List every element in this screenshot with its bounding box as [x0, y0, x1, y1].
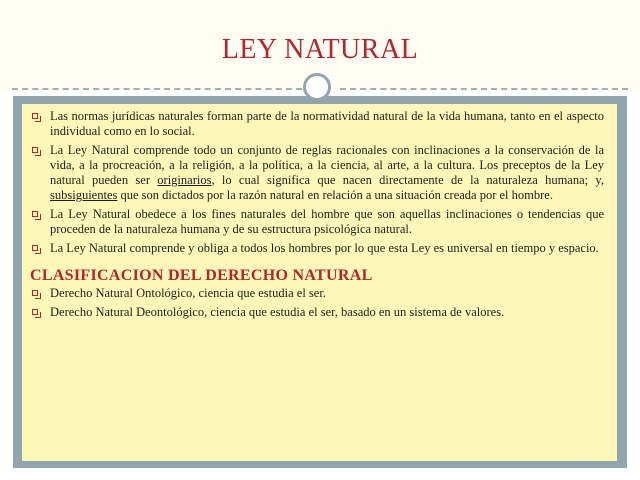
item-text: La Ley Natural comprende y obliga a todos los hombres por lo que esta Ley es universal en tiempo y espacio. [50, 241, 599, 255]
item-text-part: , lo cual significa que nacen directamente de la naturaleza humana; y, [211, 173, 604, 187]
checkbox-bullet-icon [32, 290, 38, 296]
item-text-part: La Ley Natural comprende todo un conjunto de reglas racionales con inclinaciones a la conservación de la vida, a la procreación, a la religión, a la política, a la ciencia, al arte, a la cultura. Los preceptos de la Ley natural pueden ser [50, 143, 604, 187]
clasificacion-list [30, 286, 604, 320]
bottom-margin [0, 468, 640, 480]
checkbox-bullet-icon [32, 113, 38, 119]
checkbox-bullet-icon [32, 309, 38, 315]
ley-natural-list [30, 109, 604, 256]
item-text: Las normas jurídicas naturales forman parte de la normatividad natural de la vida humana, tanto en el aspecto individual como en lo social. [50, 109, 604, 138]
list-item [30, 143, 604, 203]
section-heading: CLASIFICACION DEL DERECHO NATURAL [30, 267, 373, 284]
underlined-term-originarios: originarios [157, 173, 212, 187]
list-item [30, 286, 604, 301]
item-text-part: que son dictados por la razón natural en relación a una situación creada por el hombre. [117, 188, 553, 202]
checkbox-bullet-icon [32, 245, 38, 251]
checkbox-bullet-icon [32, 147, 38, 153]
list-item [30, 207, 604, 237]
divider-circle-ornament [303, 73, 331, 101]
list-item [30, 241, 604, 256]
slide-title: LEY NATURAL [221, 34, 419, 65]
header-divider-left [12, 88, 302, 90]
item-text: Derecho Natural Ontológico, ciencia que estudia el ser. [50, 286, 326, 300]
underlined-term-subsiguientes: subsiguientes [50, 188, 118, 202]
checkbox-bullet-icon [32, 211, 38, 217]
slide-body [30, 109, 604, 324]
item-text: Derecho Natural Deontológico, ciencia que estudia el ser, basado en un sistema de valores. [50, 305, 505, 319]
header-divider-right [340, 88, 628, 90]
item-text: La Ley Natural obedece a los fines naturales del hombre que son aquellas inclinaciones o tendencias que proceden de la naturaleza humana y de su estructura psicológica natural. [50, 207, 604, 236]
list-item [30, 109, 604, 139]
list-item [30, 305, 604, 320]
